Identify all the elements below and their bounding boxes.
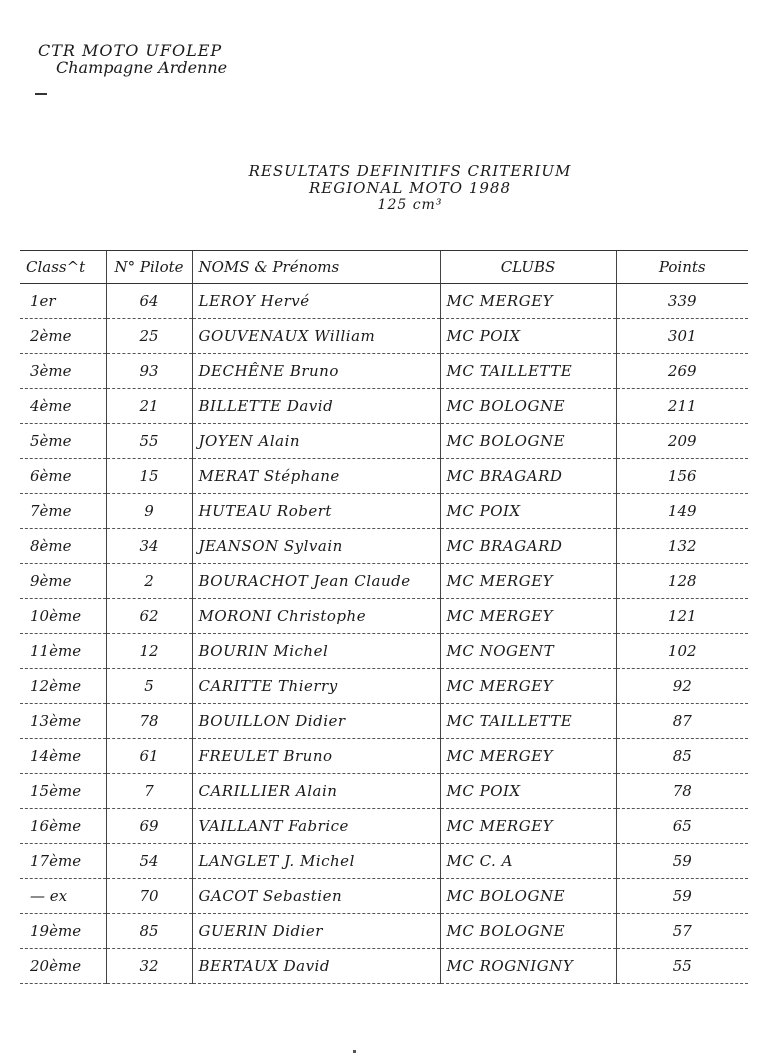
club-cell: MC MERGEY	[440, 809, 616, 844]
rank-cell: 14ème	[20, 739, 106, 774]
table-row	[20, 809, 748, 844]
col-header-pilot: N° Pilote	[106, 251, 192, 284]
table-row	[20, 634, 748, 669]
club-cell: MC POIX	[440, 494, 616, 529]
points-cell: 102	[616, 634, 748, 669]
table-row	[20, 599, 748, 634]
table-row	[20, 529, 748, 564]
table-row	[20, 844, 748, 879]
pilot-name-cell: LANGLET J. Michel	[192, 844, 440, 879]
pilot-number-cell: 69	[106, 809, 192, 844]
rank-cell: 12ème	[20, 669, 106, 704]
table-row	[20, 949, 748, 984]
pilot-name-cell: BOURACHOT Jean Claude	[192, 564, 440, 599]
points-cell: 301	[616, 319, 748, 354]
points-cell: 132	[616, 529, 748, 564]
pilot-number-cell: 55	[106, 424, 192, 459]
rank-cell: 15ème	[20, 774, 106, 809]
club-cell: MC C. A	[440, 844, 616, 879]
pilot-number-cell: 34	[106, 529, 192, 564]
club-cell: MC MERGEY	[440, 564, 616, 599]
pilot-number-cell: 15	[106, 459, 192, 494]
pilot-name-cell: MERAT Stéphane	[192, 459, 440, 494]
rank-cell: 4ème	[20, 389, 106, 424]
rank-cell: 9ème	[20, 564, 106, 599]
org-region: Champagne Ardenne	[56, 58, 228, 77]
table-row	[20, 879, 748, 914]
pilot-number-cell: 85	[106, 914, 192, 949]
table-row	[20, 914, 748, 949]
col-header-name: NOMS & Prénoms	[192, 251, 440, 284]
pilot-number-cell: 32	[106, 949, 192, 984]
pilot-number-cell: 61	[106, 739, 192, 774]
club-cell: MC POIX	[440, 319, 616, 354]
rank-cell: 20ème	[20, 949, 106, 984]
pilot-name-cell: BERTAUX David	[192, 949, 440, 984]
document-title	[200, 163, 620, 214]
col-header-rank: Class^t	[20, 251, 106, 284]
rank-cell: 17ème	[20, 844, 106, 879]
points-cell: 209	[616, 424, 748, 459]
pilot-number-cell: 7	[106, 774, 192, 809]
club-cell: MC BOLOGNE	[440, 424, 616, 459]
points-cell: 87	[616, 704, 748, 739]
col-header-points: Points	[616, 251, 748, 284]
pilot-number-cell: 54	[106, 844, 192, 879]
club-cell: MC POIX	[440, 774, 616, 809]
col-header-club: CLUBS	[440, 251, 616, 284]
club-cell: MC ROGNIGNY	[440, 949, 616, 984]
pilot-name-cell: DECHÊNE Bruno	[192, 354, 440, 389]
table-row	[20, 424, 748, 459]
table-row	[20, 739, 748, 774]
points-cell: 339	[616, 284, 748, 319]
results-table	[20, 250, 748, 984]
ink-dot	[353, 1050, 356, 1053]
pilot-name-cell: LEROY Hervé	[192, 284, 440, 319]
document-header	[38, 42, 227, 76]
pilot-name-cell: HUTEAU Robert	[192, 494, 440, 529]
rank-cell: 5ème	[20, 424, 106, 459]
table-row	[20, 459, 748, 494]
points-cell: 121	[616, 599, 748, 634]
points-cell: 85	[616, 739, 748, 774]
points-cell: 128	[616, 564, 748, 599]
pilot-number-cell: 2	[106, 564, 192, 599]
pilot-name-cell: BILLETTE David	[192, 389, 440, 424]
rank-cell: 13ème	[20, 704, 106, 739]
points-cell: 55	[616, 949, 748, 984]
club-cell: MC NOGENT	[440, 634, 616, 669]
table-row	[20, 354, 748, 389]
points-cell: 59	[616, 844, 748, 879]
club-cell: MC MERGEY	[440, 599, 616, 634]
points-cell: 59	[616, 879, 748, 914]
pilot-name-cell: JEANSON Sylvain	[192, 529, 440, 564]
points-cell: 149	[616, 494, 748, 529]
table-row	[20, 774, 748, 809]
rank-cell: 6ème	[20, 459, 106, 494]
points-cell: 269	[616, 354, 748, 389]
rank-cell: 1er	[20, 284, 106, 319]
points-cell: 156	[616, 459, 748, 494]
pilot-name-cell: MORONI Christophe	[192, 599, 440, 634]
rank-cell: 2ème	[20, 319, 106, 354]
org-name: CTR MOTO UFOLEP	[38, 41, 223, 60]
table-row	[20, 704, 748, 739]
pilot-name-cell: CARILLIER Alain	[192, 774, 440, 809]
points-cell: 78	[616, 774, 748, 809]
points-cell: 211	[616, 389, 748, 424]
table-row	[20, 564, 748, 599]
pilot-number-cell: 93	[106, 354, 192, 389]
pilot-number-cell: 21	[106, 389, 192, 424]
title-category: 125 cm³	[377, 197, 443, 213]
club-cell: MC TAILLETTE	[440, 354, 616, 389]
pilot-number-cell: 62	[106, 599, 192, 634]
rank-cell: 8ème	[20, 529, 106, 564]
pilot-number-cell: 70	[106, 879, 192, 914]
pilot-name-cell: GOUVENAUX William	[192, 319, 440, 354]
club-cell: MC BOLOGNE	[440, 914, 616, 949]
title-line-2: REGIONAL MOTO 1988	[308, 179, 512, 197]
points-cell: 57	[616, 914, 748, 949]
club-cell: MC BRAGARD	[440, 529, 616, 564]
pilot-number-cell: 78	[106, 704, 192, 739]
pen-mark	[35, 93, 47, 95]
pilot-number-cell: 5	[106, 669, 192, 704]
pilot-name-cell: CARITTE Thierry	[192, 669, 440, 704]
club-cell: MC MERGEY	[440, 669, 616, 704]
points-cell: 92	[616, 669, 748, 704]
club-cell: MC TAILLETTE	[440, 704, 616, 739]
rank-cell: 19ème	[20, 914, 106, 949]
pilot-number-cell: 64	[106, 284, 192, 319]
pilot-name-cell: JOYEN Alain	[192, 424, 440, 459]
pilot-name-cell: GACOT Sebastien	[192, 879, 440, 914]
pilot-number-cell: 9	[106, 494, 192, 529]
rank-cell: 16ème	[20, 809, 106, 844]
rank-cell: — ex	[20, 879, 106, 914]
pilot-name-cell: BOURIN Michel	[192, 634, 440, 669]
rank-cell: 11ème	[20, 634, 106, 669]
points-cell: 65	[616, 809, 748, 844]
header-row	[20, 251, 748, 284]
pilot-name-cell: BOUILLON Didier	[192, 704, 440, 739]
table-row	[20, 284, 748, 319]
rank-cell: 3ème	[20, 354, 106, 389]
rank-cell: 10ème	[20, 599, 106, 634]
table-row	[20, 319, 748, 354]
pilot-name-cell: VAILLANT Fabrice	[192, 809, 440, 844]
club-cell: MC MERGEY	[440, 739, 616, 774]
table-row	[20, 494, 748, 529]
pilot-number-cell: 25	[106, 319, 192, 354]
pilot-name-cell: GUERIN Didier	[192, 914, 440, 949]
club-cell: MC BRAGARD	[440, 459, 616, 494]
title-line-1: RESULTATS DEFINITIFS CRITERIUM	[248, 162, 572, 180]
club-cell: MC MERGEY	[440, 284, 616, 319]
club-cell: MC BOLOGNE	[440, 879, 616, 914]
rank-cell: 7ème	[20, 494, 106, 529]
table-row	[20, 389, 748, 424]
club-cell: MC BOLOGNE	[440, 389, 616, 424]
table-row	[20, 669, 748, 704]
pilot-name-cell: FREULET Bruno	[192, 739, 440, 774]
pilot-number-cell: 12	[106, 634, 192, 669]
